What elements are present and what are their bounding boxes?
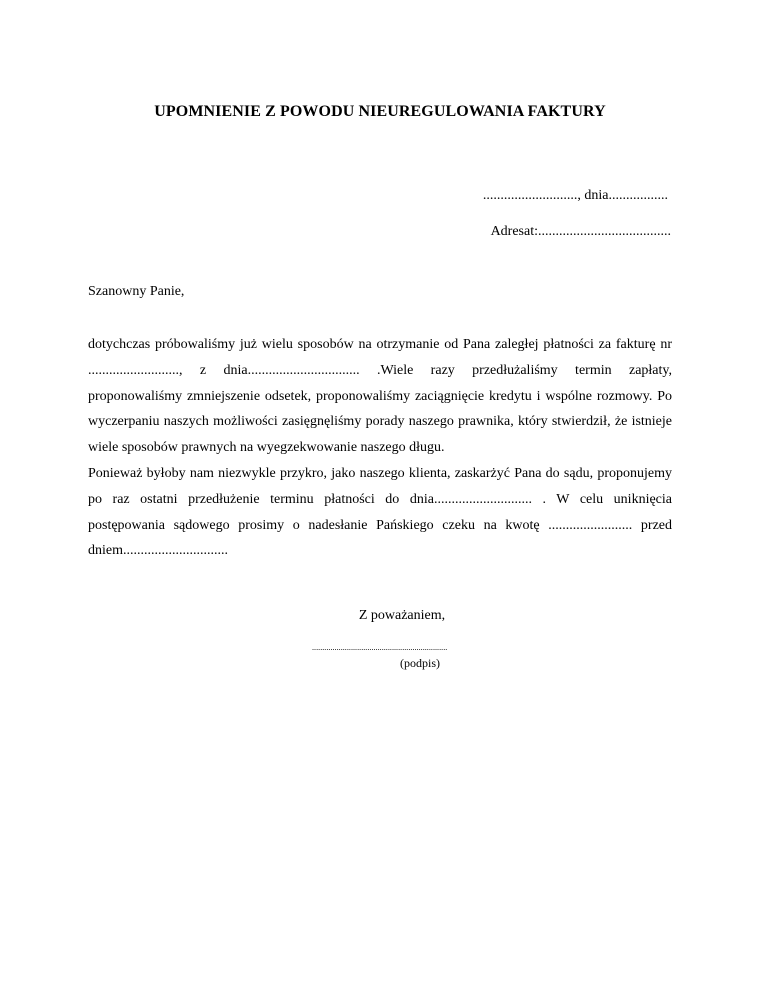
letter-body <box>88 332 672 564</box>
closing-phrase: Z poważaniem, <box>358 608 446 623</box>
salutation: Szanowny Panie, <box>88 284 185 299</box>
body-paragraph-1: dotychczas próbowaliśmy już wielu sposobów na otrzymanie od Pana zaległej płatności za fakturę nr .........................., z dnia................................ .Wiele razy przedłużaliśmy termin zapłaty, proponowaliśmy zmniejszenie odsetek, proponowaliśmy zaciągnięcie kredytu i wspólne rozmowy. Po wyczerpaniu naszych możliwości zasięgnęliśmy porady naszego prawnika, który stwierdził, że istnieje wiele sposobów prawnych na wyegzekwowanie naszego długu. <box>88 337 672 456</box>
body-paragraph-2: Ponieważ byłoby nam niezwykle przykro, jako naszego klienta, zaskarżyć Pana do sądu, proponujemy po raz ostatni przedłużenie terminu płatności do dnia............................ . W celu uniknięcia postępowania sądowego prosimy o nadesłanie Pańskiego czeku na kwotę ........................ przed dniem.............................. <box>88 465 672 559</box>
signature-line: .................................................................. <box>312 643 448 652</box>
place-date-line: ..........................., dnia................. <box>482 188 668 203</box>
addressee-line: Adresat:...................................... <box>490 224 671 239</box>
letter-title: UPOMNIENIE Z POWODU NIEUREGULOWANIA FAKTURY <box>154 103 606 120</box>
signature-label: (podpis) <box>400 656 440 670</box>
